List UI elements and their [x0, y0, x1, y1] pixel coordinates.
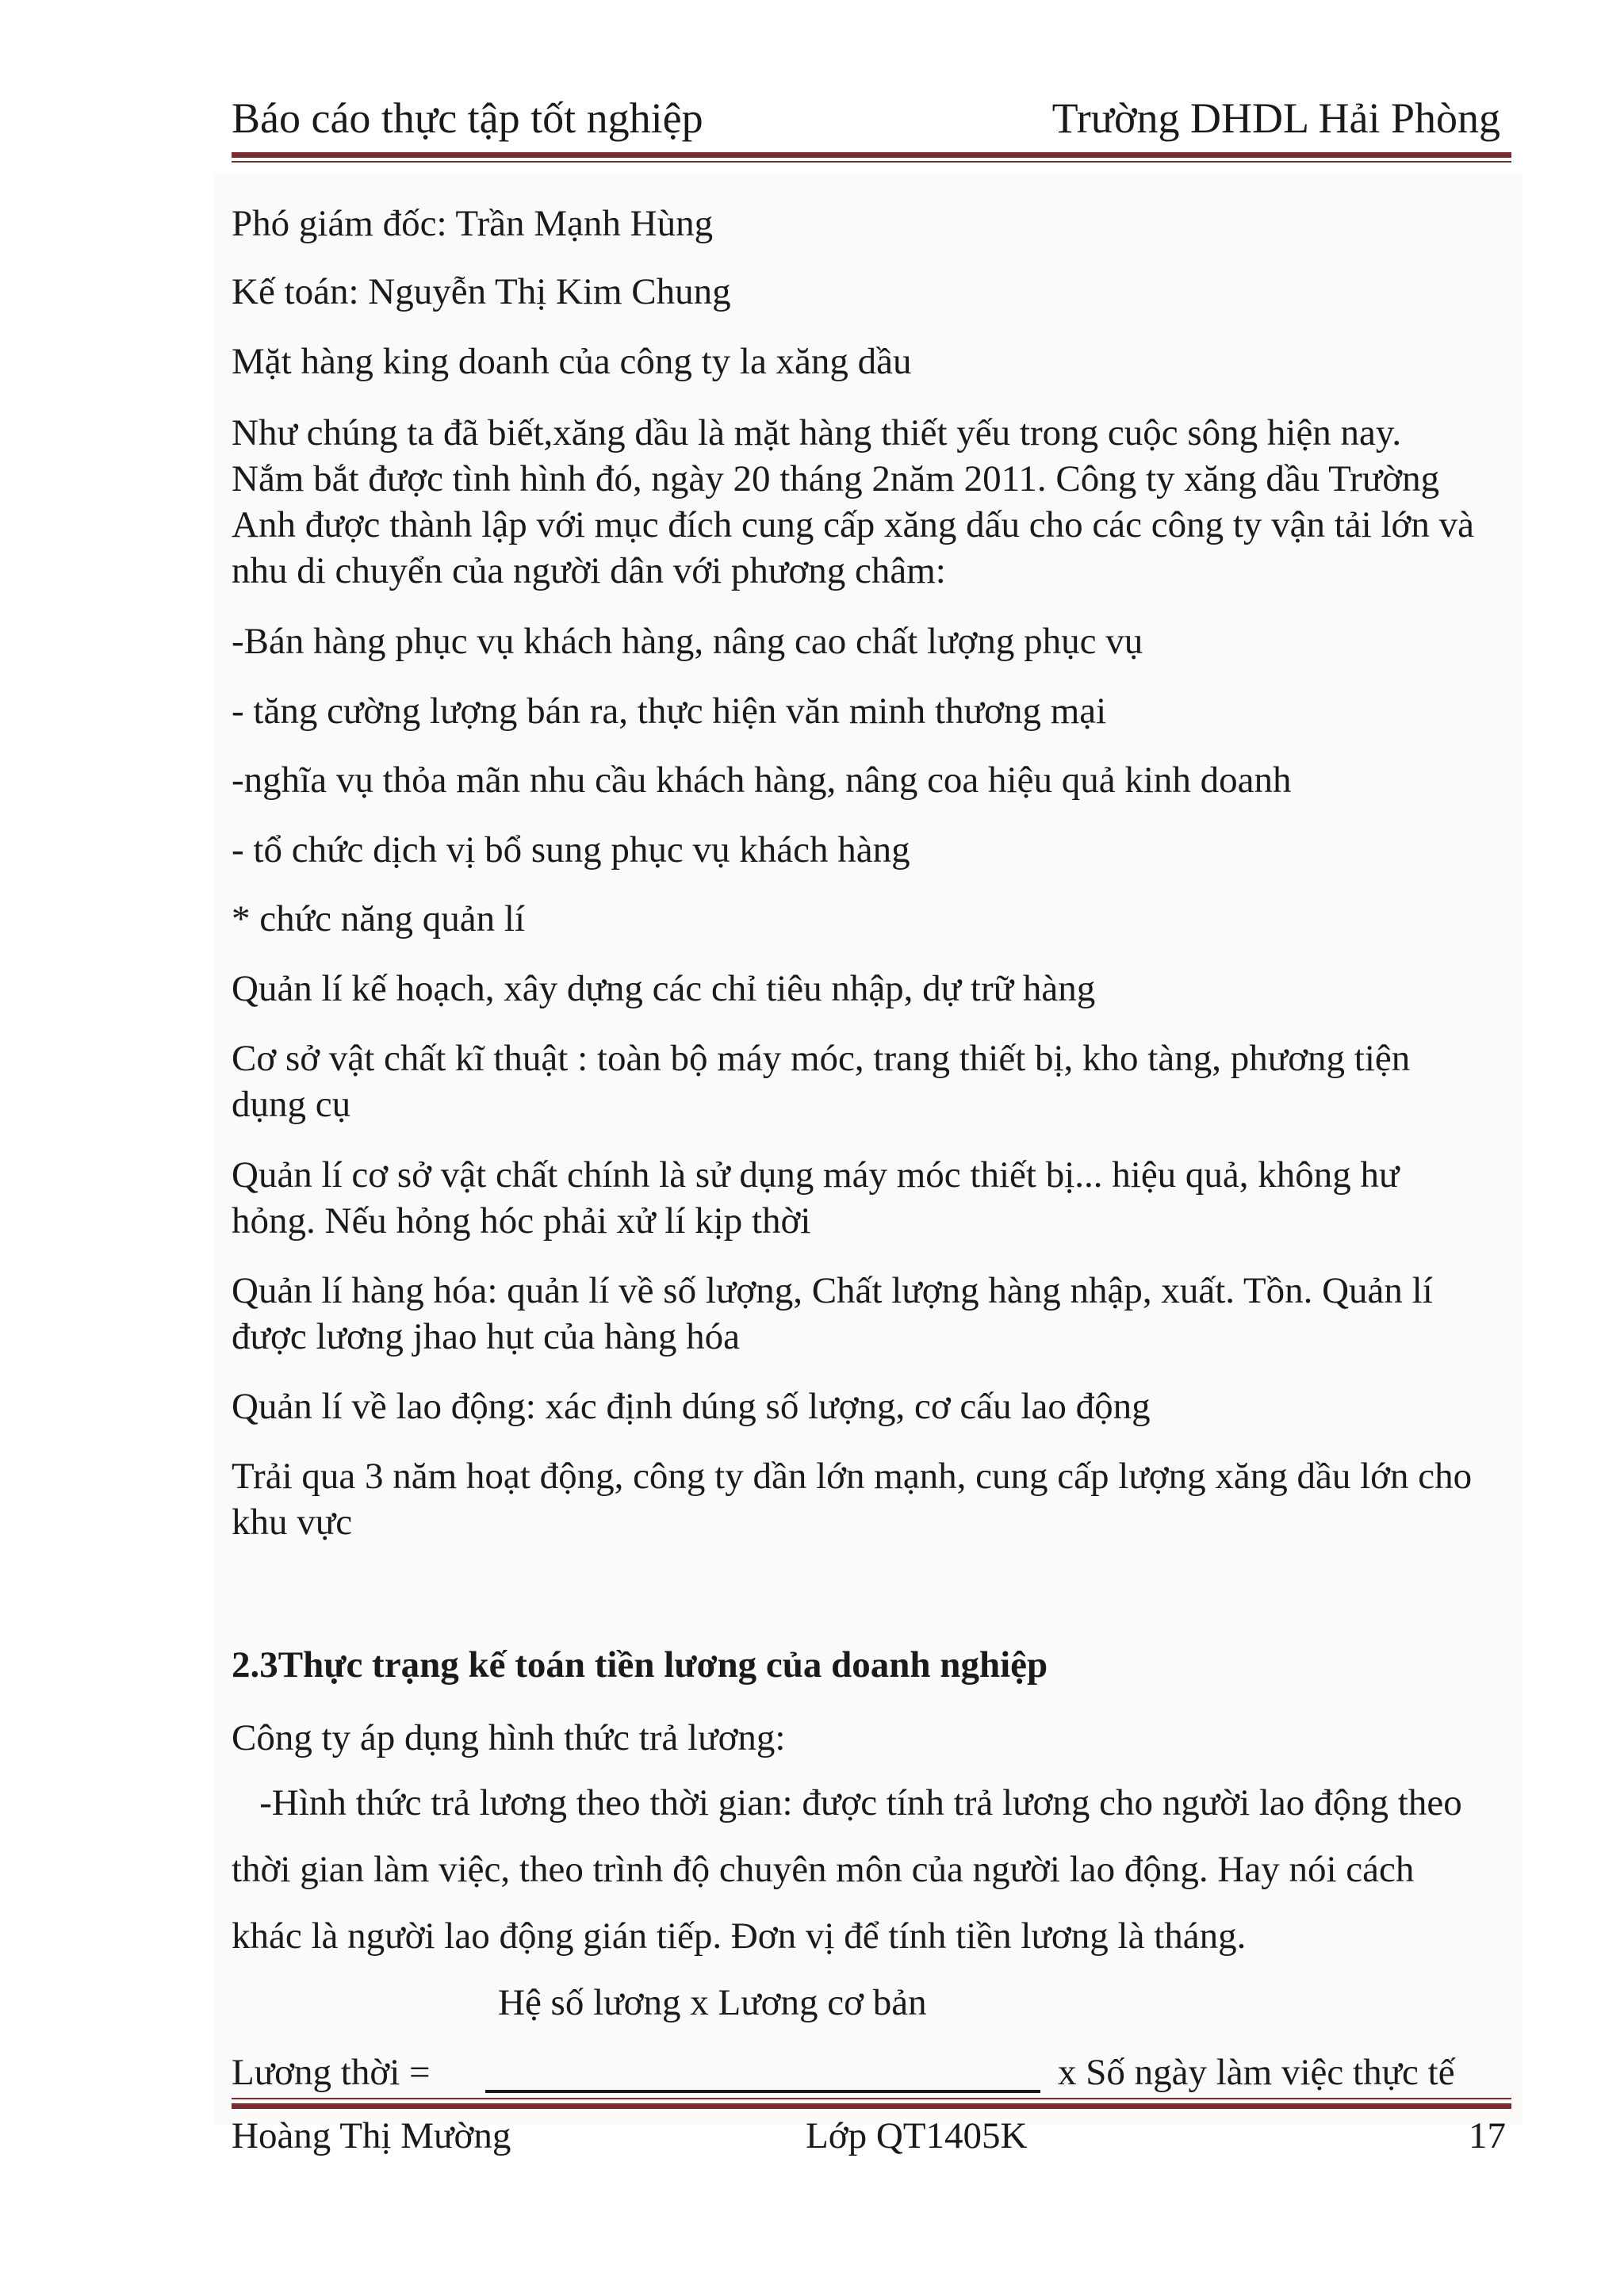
paragraph-line: dụng cụ — [232, 1084, 351, 1125]
footer-class: Lớp QT1405K — [806, 2115, 1028, 2156]
page-header — [232, 94, 1500, 149]
bullet-line: - tổ chức dịch vị bổ sung phục vụ khách hàng — [232, 829, 910, 871]
page-number: 17 — [1469, 2115, 1506, 2156]
header-left-text: Báo cáo thực tập tốt nghiệp — [232, 94, 703, 142]
formula-right: x Số ngày làm việc thực tế — [1058, 2052, 1455, 2093]
paragraph-line: được lương jhao hụt của hàng hóa — [232, 1316, 740, 1357]
paragraph-line: Cơ sở vật chất kĩ thuật : toàn bộ máy móc, trang thiết bị, kho tàng, phương tiện — [232, 1038, 1411, 1079]
paragraph-line: Mặt hàng king doanh của công ty la xăng dầu — [232, 341, 912, 382]
formula-numerator: Hệ số lương x Lương cơ bản — [498, 1982, 927, 2023]
paragraph-line: Công ty áp dụng hình thức trả lương: — [232, 1717, 786, 1758]
paragraph-line: -Hình thức trả lương theo thời gian: được tính trả lương cho người lao động theo — [232, 1782, 1462, 1823]
paragraph-line: Quản lí về lao động: xác định dúng số lượng, cơ cấu lao động — [232, 1386, 1151, 1427]
paragraph-line: Như chúng ta đã biết,xăng dầu là mặt hàng thiết yếu trong cuộc sông hiện nay. — [232, 412, 1402, 453]
bullet-line: * chức năng quản lí — [232, 898, 526, 939]
paragraph-line: nhu di chuyển của người dân với phương châm: — [232, 550, 946, 591]
paragraph-line: khu vực — [232, 1502, 353, 1543]
bullet-line: -Bán hàng phục vụ khách hàng, nâng cao chất lượng phục vụ — [232, 621, 1143, 662]
paragraph-line: Quản lí cơ sở vật chất chính là sử dụng máy móc thiết bị... hiệu quả, không hư — [232, 1154, 1400, 1196]
footer-author: Hoàng Thị Mường — [232, 2115, 511, 2156]
paragraph-line: thời gian làm việc, theo trình độ chuyên môn của người lao động. Hay nói cách — [232, 1849, 1415, 1890]
header-right-text: Trường DHDL Hải Phòng — [1051, 94, 1500, 142]
paragraph-line: Kế toán: Nguyễn Thị Kim Chung — [232, 271, 731, 312]
paragraph-line: hỏng. Nếu hỏng hóc phải xử lí kịp thời — [232, 1200, 811, 1242]
footer-rule-thin — [232, 2098, 1511, 2099]
paragraph-line: Nắm bắt được tình hình đó, ngày 20 tháng 2năm 2011. Công ty xăng dầu Trường — [232, 458, 1440, 499]
paragraph-line: Anh được thành lập với mục đích cung cấp xăng dấu cho các công ty vận tải lớn và — [232, 504, 1474, 545]
section-heading: 2.3Thực trạng kế toán tiền lương của doanh nghiệp — [232, 1644, 1048, 1686]
paragraph-line: Quản lí kế hoạch, xây dựng các chỉ tiêu nhập, dự trữ hàng — [232, 968, 1096, 1009]
formula-left: Lương thời = — [232, 2052, 431, 2093]
footer-rule-thick — [232, 2103, 1511, 2109]
paragraph-line: khác là người lao động gián tiếp. Đơn vị để tính tiền lương là tháng. — [232, 1915, 1247, 1957]
formula-fraction-bar — [485, 2090, 1040, 2093]
header-rule-thin — [232, 161, 1511, 163]
header-rule-thick — [232, 152, 1511, 158]
paragraph-line: Phó giám đốc: Trần Mạnh Hùng — [232, 203, 714, 244]
bullet-line: - tăng cường lượng bán ra, thực hiện văn minh thương mại — [232, 691, 1107, 732]
paragraph-line: Trải qua 3 năm hoạt động, công ty dần lớn mạnh, cung cấp lượng xăng dầu lớn cho — [232, 1456, 1473, 1497]
paragraph-line: Quản lí hàng hóa: quản lí về số lượng, Chất lượng hàng nhập, xuất. Tồn. Quản lí — [232, 1270, 1433, 1311]
bullet-line: -nghĩa vụ thỏa mãn nhu cầu khách hàng, nâng coa hiệu quả kinh doanh — [232, 760, 1292, 801]
